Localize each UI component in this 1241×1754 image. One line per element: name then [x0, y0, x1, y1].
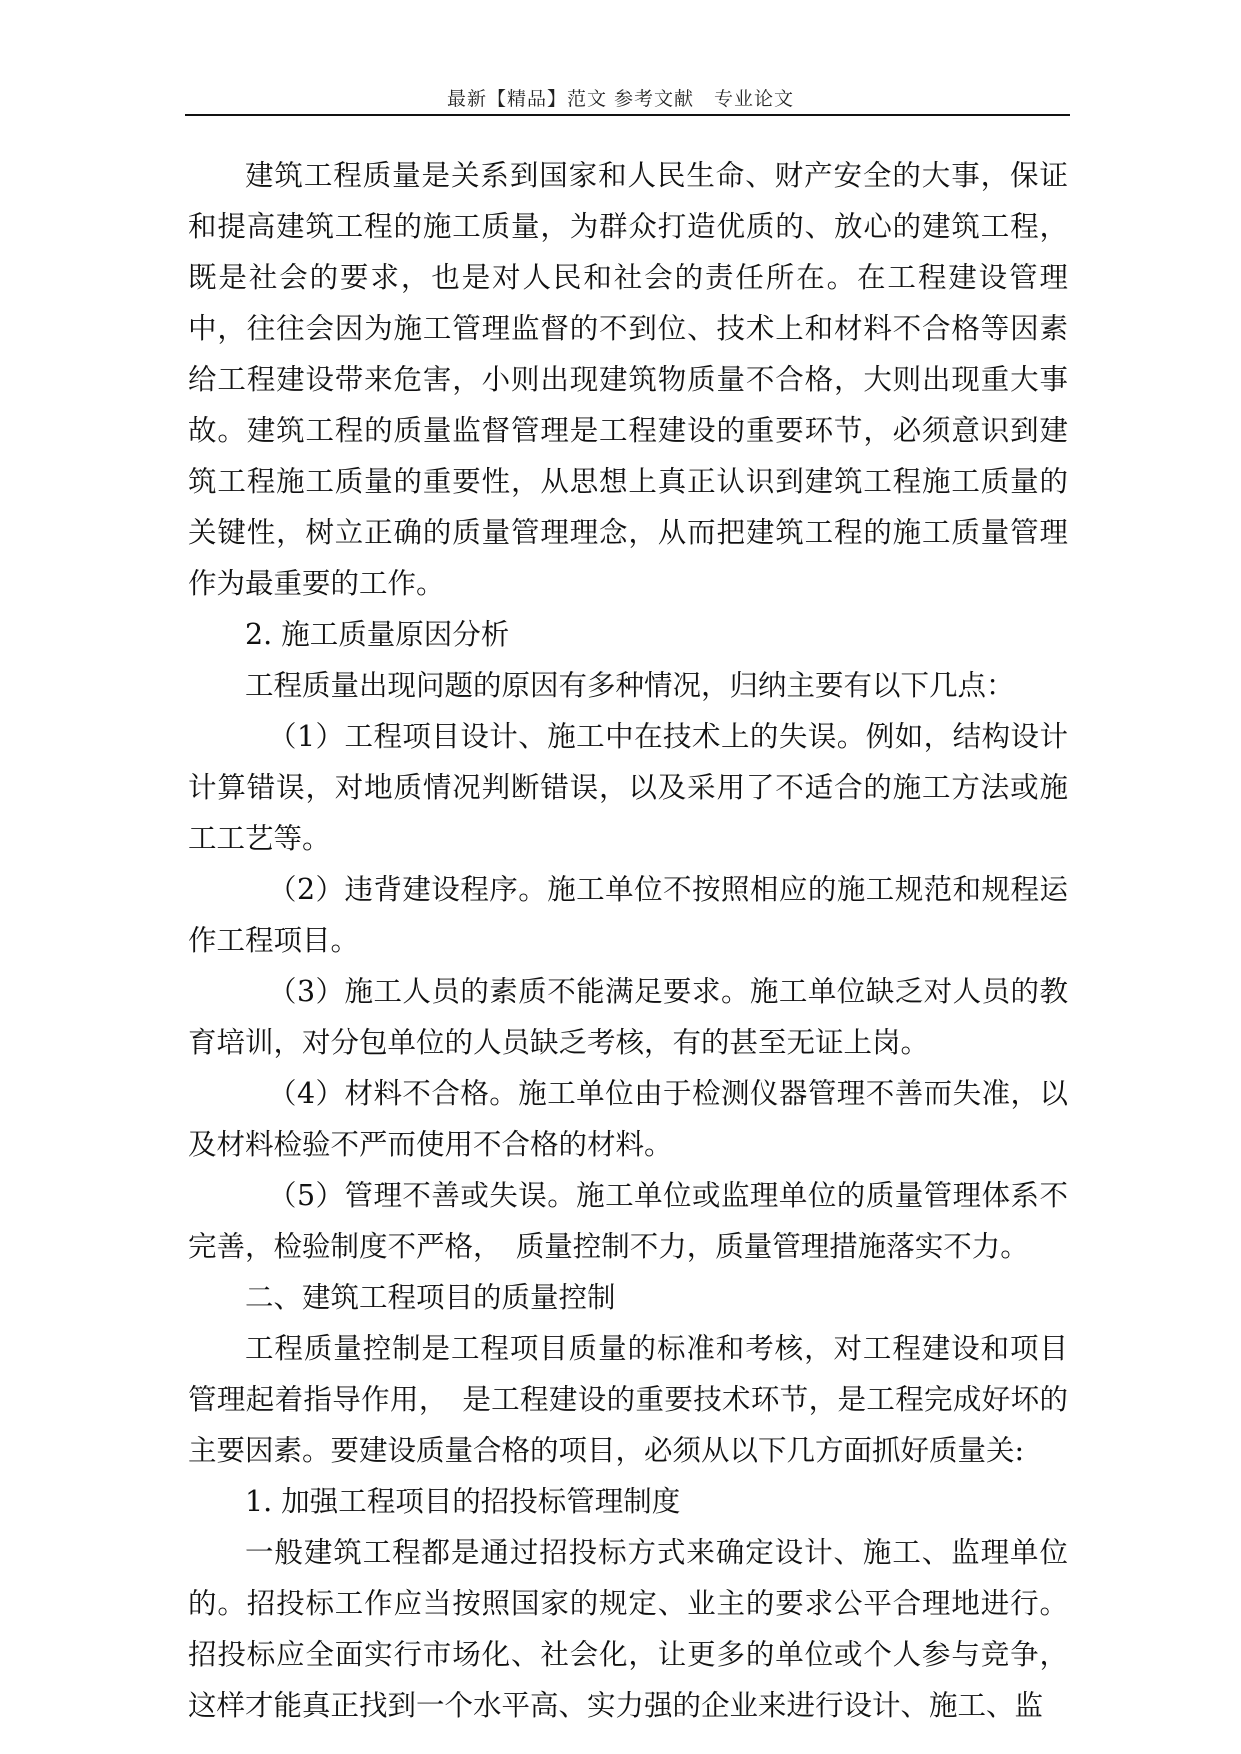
cause-item-3: （3）施工人员的素质不能满足要求。施工单位缺乏对人员的教育培训，对分包单位的人员缺乏考核，有的甚至无证上岗。 — [188, 975, 1068, 1059]
subsection-heading-bidding: 1. 加强工程项目的招投标管理制度 — [245, 1485, 681, 1518]
cause-item-1: （1）工程项目设计、施工中在技术上的失误。例如，结构设计计算错误，对地质情况判断错误，以及采用了不适合的施工方法或施工工艺等。 — [188, 720, 1068, 855]
cause-item-4: （4）材料不合格。施工单位由于检测仪器管理不善而失准，以及材料检验不严而使用不合格的材料。 — [188, 1077, 1068, 1161]
paragraph-causes-summary: 工程质量出现问题的原因有多种情况，归纳主要有以下几点： — [245, 669, 1015, 702]
header-divider — [185, 114, 1070, 116]
section-heading-cause-analysis: 2. 施工质量原因分析 — [245, 618, 510, 651]
cause-item-2: （2）违背建设程序。施工单位不按照相应的施工规范和规程运作工程项目。 — [188, 873, 1068, 957]
paragraph-quality-control: 工程质量控制是工程项目质量的标准和考核，对工程建设和项目管理起着指导作用， 是工程建设的重要技术环节，是工程完成好坏的主要因素。要建设质量合格的项目，必须从以下几方面抓好质量关: — [188, 1332, 1068, 1467]
document-body — [188, 150, 1068, 1731]
paragraph-bidding: 一般建筑工程都是通过招投标方式来确定设计、施工、监理单位的。招投标工作应当按照国家的规定、业主的要求公平合理地进行。招投标应全面实行市场化、社会化，让更多的单位或个人参与竞争，这样才能真正找到一个水平高、实力强的企业来进行设计、施工、监 — [188, 1536, 1068, 1722]
section-heading-quality-control: 二、建筑工程项目的质量控制 — [245, 1281, 616, 1314]
cause-item-5: （5）管理不善或失误。施工单位或监理单位的质量管理体系不完善，检验制度不严格， 质量控制不力，质量管理措施落实不力。 — [188, 1179, 1068, 1263]
paragraph-intro: 建筑工程质量是关系到国家和人民生命、财产安全的大事，保证和提高建筑工程的施工质量，为群众打造优质的、放心的建筑工程，既是社会的要求，也是对人民和社会的责任所在。在工程建设管理中，往往会因为施工管理监督的不到位、技术上和材料不合格等因素给工程建设带来危害，小则出现建筑物质量不合格，大则出现重大事故。建筑工程的质量监督管理是工程建设的重要环节，必须意识到建筑工程施工质量的重要性，从思想上真正认识到建筑工程施工质量的关键性，树立正确的质量管理理念，从而把建筑工程的施工质量管理作为最重要的工作。 — [188, 159, 1068, 600]
page-header: 最新【精品】范文 参考文献 专业论文 — [446, 88, 795, 110]
